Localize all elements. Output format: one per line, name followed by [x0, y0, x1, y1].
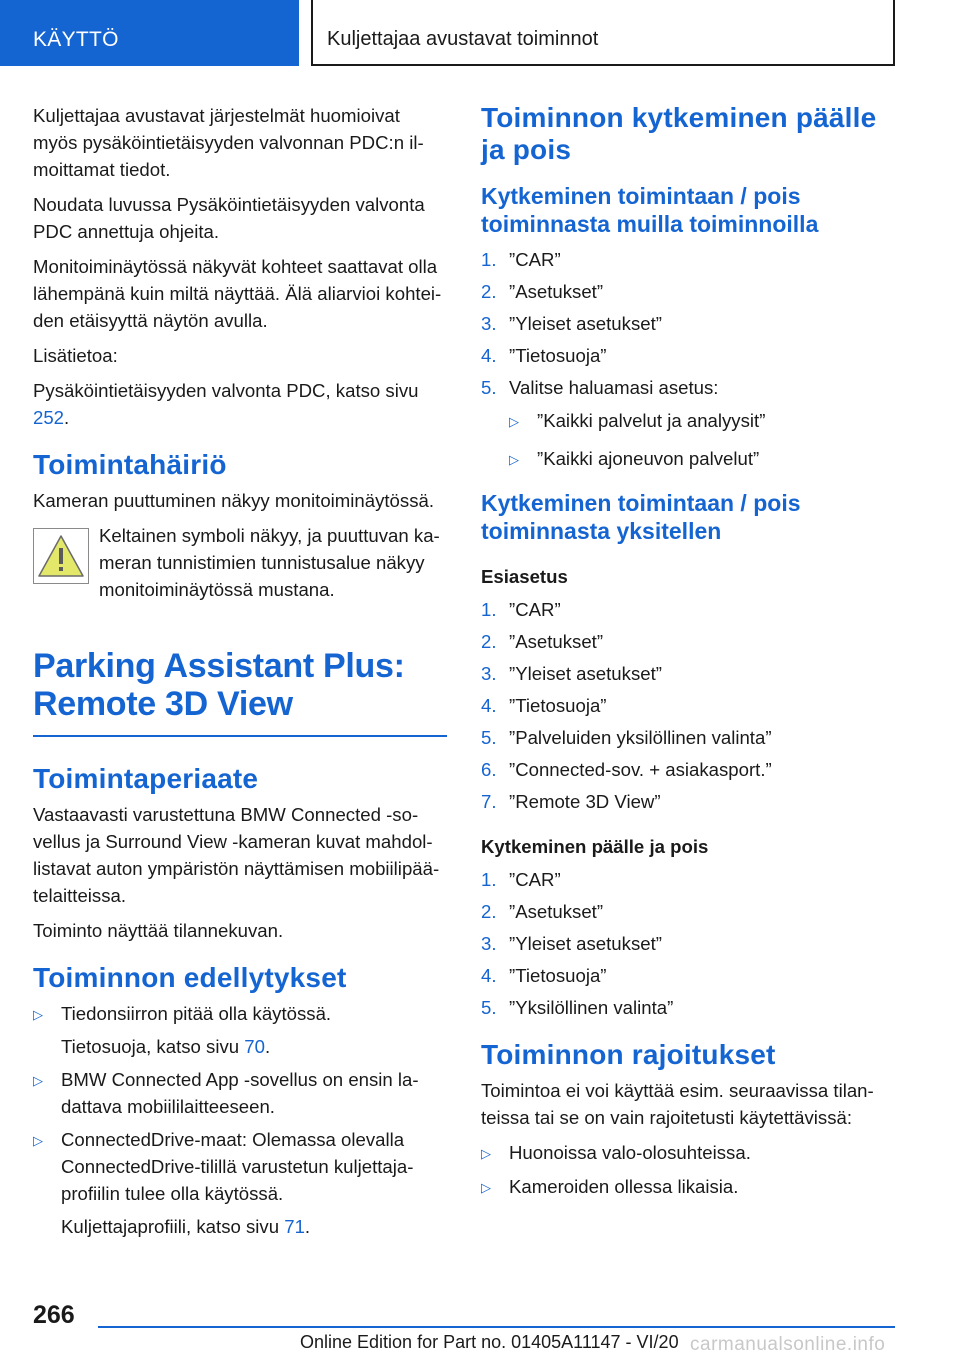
list-item: 2. ”Asetukset” — [481, 901, 604, 922]
intro-paragraph-3: Monitoiminäytössä näkyvät kohteet saattavat olla lähempänä kuin miltä näyttää. Älä aliarvioi kohtei-den etäisyyttä näytön avulla. — [33, 256, 442, 331]
list-item: 2. ”Asetukset” — [481, 631, 604, 652]
requirement-ref-page-link[interactable]: 71 — [284, 1216, 305, 1237]
toggle-heading: Toiminnon kytkeminen päälle ja pois — [481, 102, 877, 165]
requirement-ref: Tietosuoja, katso sivu 70. — [61, 1036, 271, 1057]
more-info-label: Lisätietoa: — [33, 345, 118, 366]
preset-steps — [481, 596, 901, 815]
requirement-ref-text: Kuljettajaprofiili, katso sivu — [61, 1216, 280, 1237]
header-section-tab — [0, 0, 299, 66]
principle-paragraph-2: Toiminto näyttää tilannekuvan. — [33, 920, 284, 941]
fault-text: Kameran puuttuminen näkyy monitoiminäytössä. — [33, 490, 435, 511]
list-item: 3. ”Yleiset asetukset” — [481, 663, 662, 684]
limits-list — [481, 1139, 901, 1201]
via-other-heading: Kytkeminen toimintaan / pois toiminnasta muilla toiminnoilla — [481, 183, 819, 237]
list-item: 2. ”Asetukset” — [481, 281, 604, 302]
requirement-text: ConnectedDrive-maat: Olemassa olevalla ConnectedDrive-tilillä varustetun kuljettaja-profiilin tulee olla käytössä. — [61, 1129, 414, 1204]
list-item: 4. ”Tietosuoja” — [481, 345, 607, 366]
triangle-right-icon: ▷ — [481, 1180, 491, 1195]
triangle-right-icon: ▷ — [33, 1007, 43, 1022]
triangle-right-icon: ▷ — [509, 452, 519, 467]
list-item: 6. ”Connected-sov. + asiakasport.” — [481, 759, 772, 780]
principle-heading: Toimintaperiaate — [33, 763, 259, 794]
preset-label: Esiasetus — [481, 566, 568, 587]
list-item: 5. ”Yksilöllinen valinta” — [481, 997, 674, 1018]
list-item: ▷ Kameroiden ollessa likaisia. — [481, 1173, 901, 1201]
limits-text: Toimintoa ei voi käyttää esim. seuraavissa tilan-teissa tai se on vain rajoitetusti käytettävissä: — [481, 1080, 874, 1128]
onoff-steps — [481, 866, 901, 1021]
list-item: 3. ”Yleiset asetukset” — [481, 933, 662, 954]
footer-edition: Online Edition for Part no. 01405A11147 - VI/20 — [300, 1332, 679, 1352]
header-section-label: KÄYTTÖ — [33, 28, 119, 51]
requirement-ref-text: Tietosuoja, katso sivu — [61, 1036, 240, 1057]
warning-triangle-icon — [33, 528, 89, 584]
via-other-steps — [481, 246, 901, 401]
requirement-ref-page-link[interactable]: 70 — [244, 1036, 265, 1057]
more-info-text: Pysäköintietäisyyden valvonta PDC, katso sivu — [33, 380, 419, 401]
triangle-right-icon: ▷ — [33, 1133, 43, 1148]
header-chapter-box — [311, 0, 895, 66]
list-item: 4. ”Tietosuoja” — [481, 695, 607, 716]
intro-paragraph-1: Kuljettajaa avustavat järjestelmät huomioivat myös pysäköintietäisyyden valvonnan PDC:n il-moittamat tiedot. — [33, 105, 424, 180]
list-item: 4. ”Tietosuoja” — [481, 965, 607, 986]
fault-heading: Toimintahäiriö — [33, 449, 227, 480]
limits-heading: Toiminnon rajoitukset — [481, 1039, 776, 1070]
watermark: carmanualsonline.info — [690, 1334, 886, 1355]
page-number: 266 — [33, 1301, 75, 1329]
main-heading-line-2: Remote 3D View — [33, 685, 293, 723]
list-item: 3. ”Yleiset asetukset” — [481, 313, 662, 334]
list-item: ▷ ”Kaikki ajoneuvon palvelut” — [509, 445, 901, 473]
requirement-text: BMW Connected App -sovellus on ensin la-dattava mobiililaitteeseen. — [61, 1069, 419, 1117]
header-chapter-label: Kuljettajaa avustavat toiminnot — [327, 28, 599, 50]
individual-heading: Kytkeminen toimintaan / pois toiminnasta yksitellen — [481, 490, 801, 544]
left-column — [33, 102, 447, 1246]
right-column — [481, 102, 901, 1207]
triangle-right-icon: ▷ — [481, 1146, 491, 1161]
intro-paragraph-2: Noudata luvussa Pysäköintietäisyyden valvonta PDC annettuja ohjeita. — [33, 194, 425, 242]
principle-paragraph-1: Vastaavasti varustettuna BMW Connected -so-vellus ja Surround View -kameran kuvat mahdol-listavat auton ympäristön näyttämisen mobiilipää-telaitteissa. — [33, 804, 440, 906]
main-heading — [33, 647, 447, 723]
requirement-text: Tiedonsiirron pitää olla käytössä. — [61, 1003, 332, 1024]
triangle-right-icon: ▷ — [509, 414, 519, 429]
requirement-ref: Kuljettajaprofiili, katso sivu 71. — [61, 1216, 311, 1237]
list-item — [33, 1066, 447, 1120]
list-item: 5. Valitse haluamasi asetus: — [481, 377, 719, 398]
list-item: 7. ”Remote 3D View” — [481, 791, 661, 812]
main-heading-line-1: Parking Assistant Plus: — [33, 647, 405, 685]
list-item: 1. ”CAR” — [481, 599, 561, 620]
fault-warning-text: Keltainen symboli näkyy, ja puuttuvan ka-meran tunnistimien tunnistusalue näkyy monitoiminäytössä mustana. — [99, 525, 440, 600]
footer-rule — [98, 1326, 895, 1328]
triangle-right-icon: ▷ — [33, 1073, 43, 1088]
list-item: 5. ”Palveluiden yksilöllinen valinta” — [481, 727, 772, 748]
list-item: ▷ ”Kaikki palvelut ja analyysit” — [509, 407, 901, 435]
list-item: 1. ”CAR” — [481, 249, 561, 270]
more-info-paragraph: Pysäköintietäisyyden valvonta PDC, katso sivu 252. — [33, 380, 419, 428]
more-info-page-link[interactable]: 252 — [33, 407, 65, 428]
onoff-label: Kytkeminen päälle ja pois — [481, 836, 709, 857]
main-heading-rule — [33, 735, 447, 737]
requirements-list — [33, 1000, 447, 1240]
fault-warning-block — [33, 522, 447, 603]
list-item — [33, 1000, 447, 1060]
list-item — [33, 1126, 447, 1240]
requirements-heading: Toiminnon edellytykset — [33, 962, 347, 993]
via-other-options — [509, 407, 901, 473]
list-item: ▷ Huonoissa valo-olosuhteissa. — [481, 1139, 901, 1167]
list-item: 1. ”CAR” — [481, 869, 561, 890]
